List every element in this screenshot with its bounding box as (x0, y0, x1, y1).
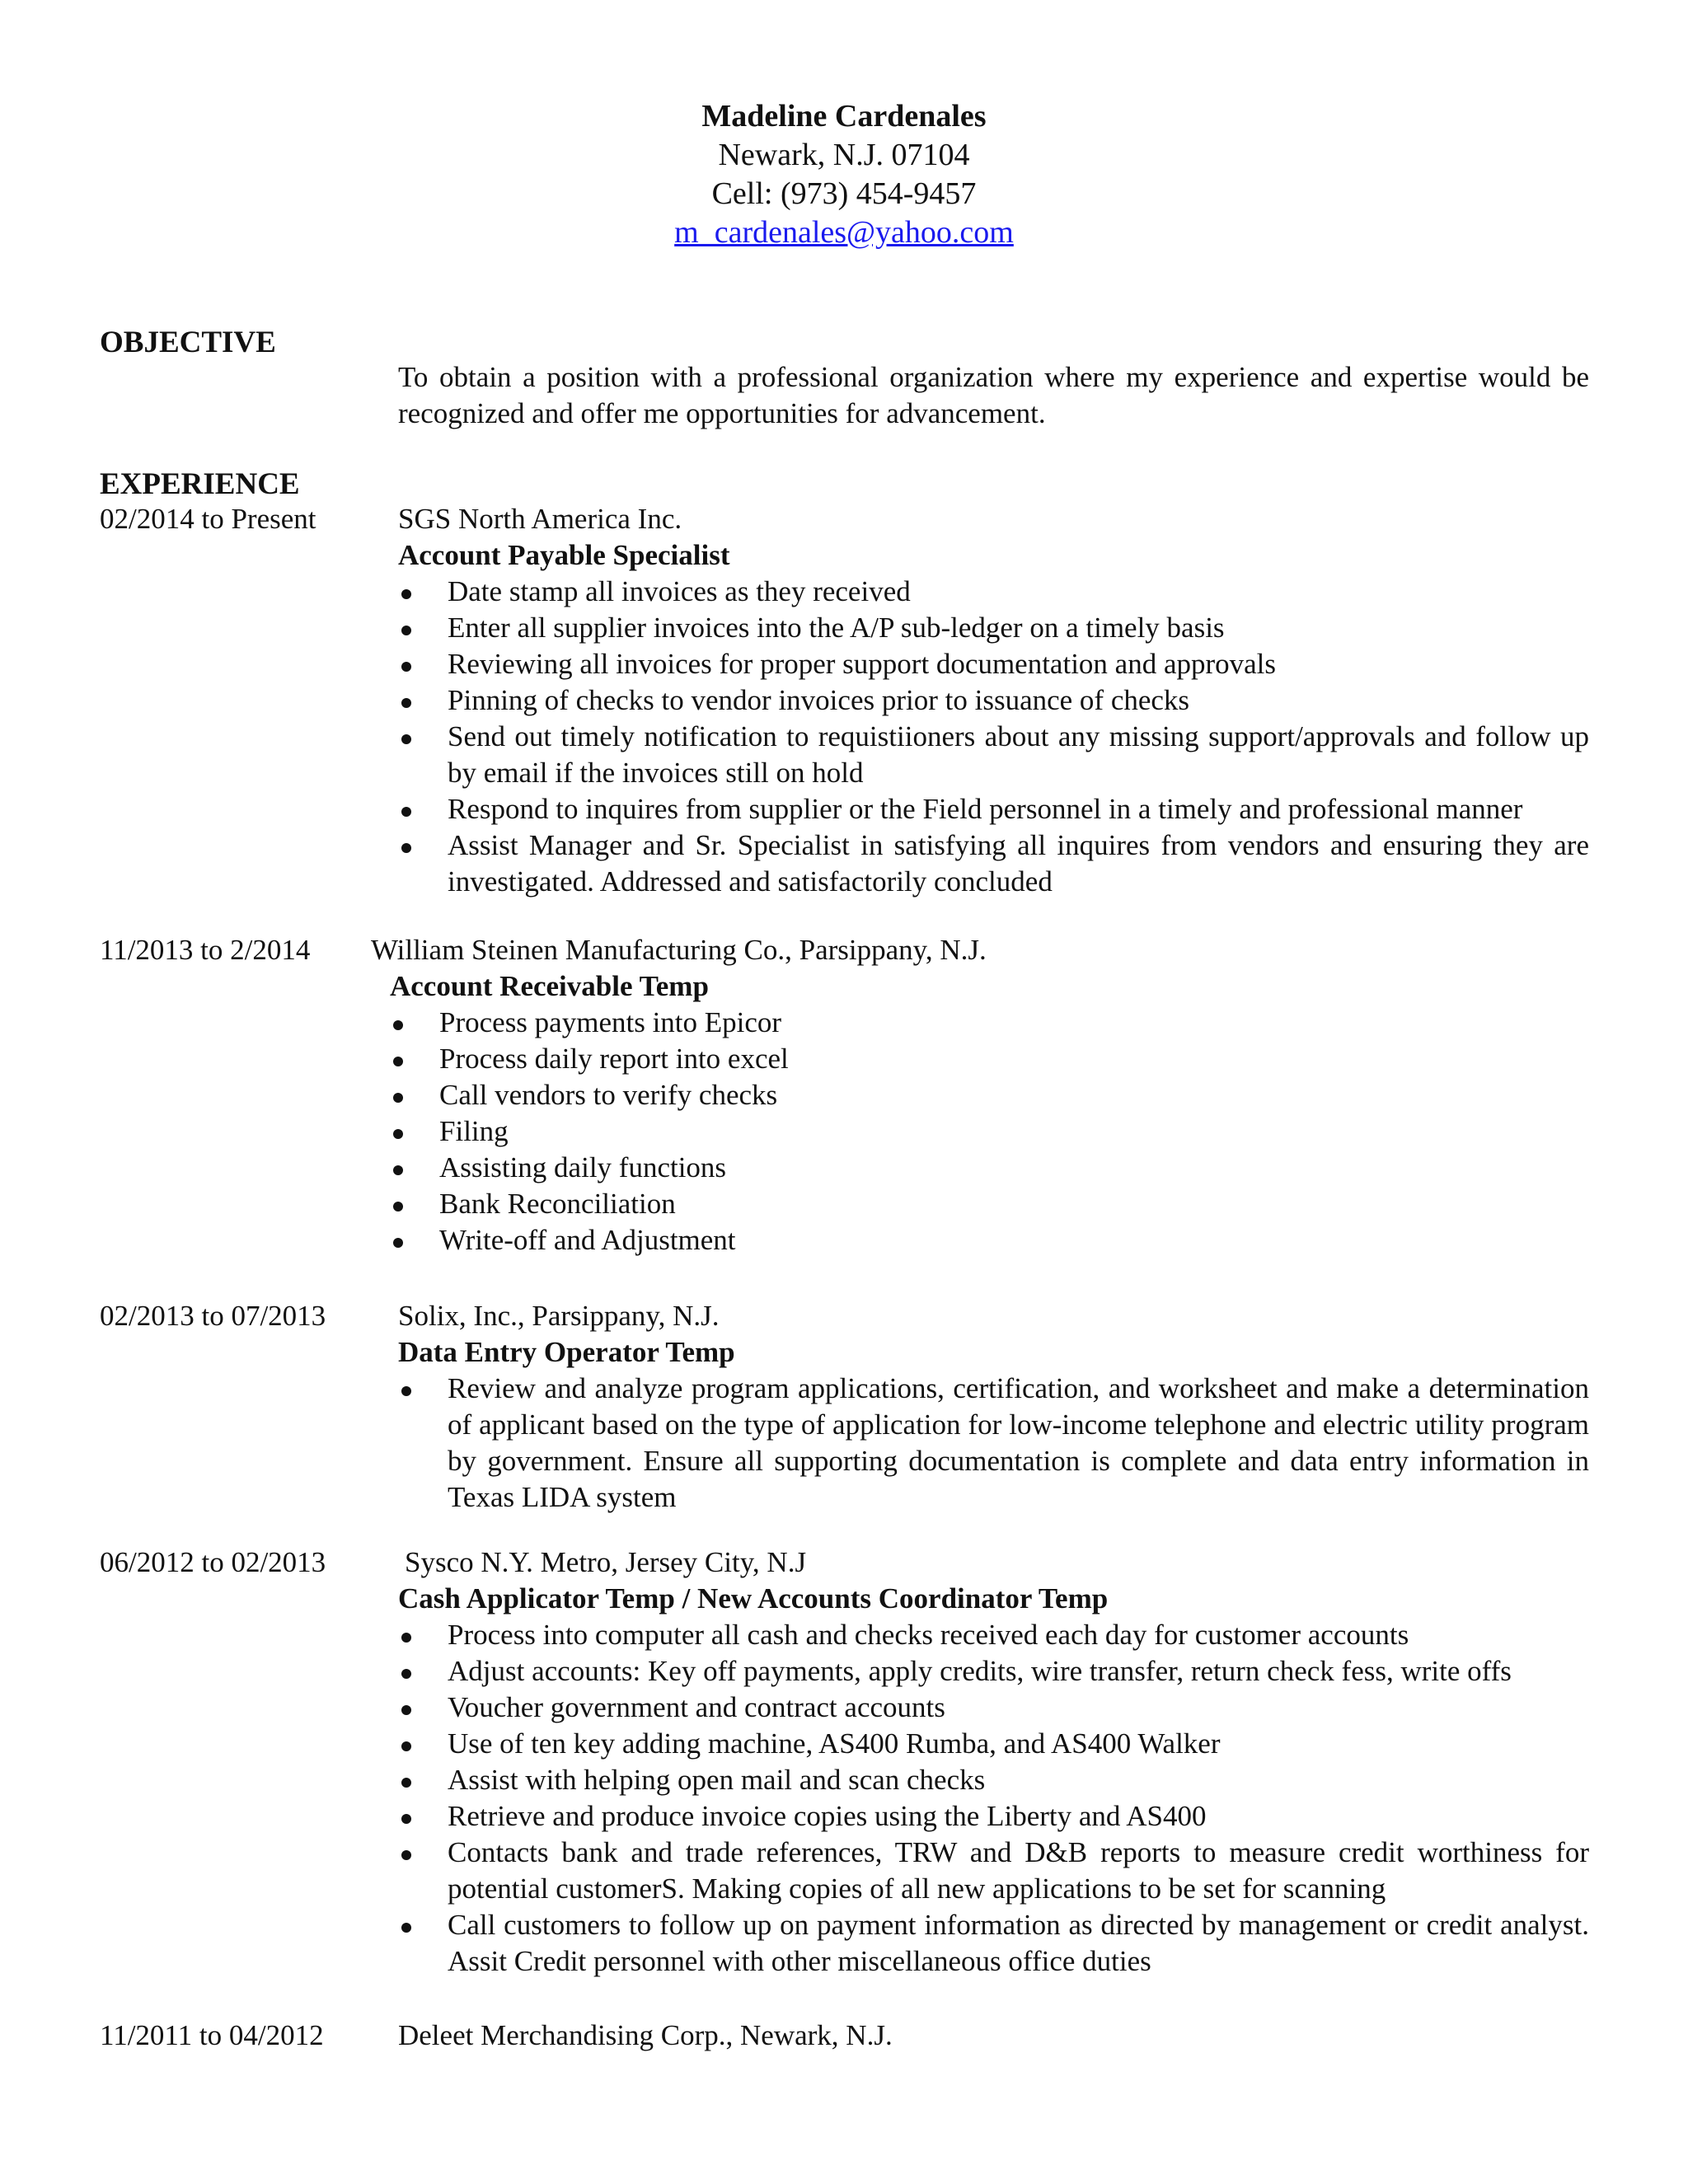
duty-text: Process into computer all cash and checks received each day for customer accounts (448, 1619, 1409, 1651)
duty-item (390, 1077, 1589, 1113)
duty-item (398, 1726, 1589, 1762)
duty-item (398, 827, 1589, 900)
candidate-email-link[interactable]: m_cardenales@yahoo.com (674, 215, 1014, 250)
bullet-icon (393, 1093, 403, 1103)
job-title: Account Receivable Temp (390, 970, 709, 1002)
bullet-icon (393, 1020, 403, 1030)
duty-item (390, 1150, 1589, 1186)
duty-item (398, 791, 1589, 827)
duty-text: Adjust accounts: Key off payments, apply credits, wire transfer, return check fess, write offs (448, 1655, 1512, 1687)
duty-text: Voucher government and contract accounts (448, 1691, 945, 1723)
job-company: Sysco N.Y. Metro, Jersey City, N.J (405, 1546, 807, 1578)
job-duties-list (398, 574, 1589, 900)
bullet-icon (401, 1386, 411, 1396)
candidate-name: Madeline Cardenales (701, 99, 987, 134)
job-dates: 02/2014 to Present (100, 503, 316, 535)
bullet-icon (401, 1705, 411, 1715)
bullet-icon (401, 1633, 411, 1643)
job-dates: 11/2011 to 04/2012 (100, 2019, 324, 2051)
duty-item (398, 1835, 1589, 1907)
job-company: Solix, Inc., Parsippany, N.J. (398, 1300, 720, 1332)
bullet-icon (401, 843, 411, 853)
job-duties-list (390, 1005, 1589, 1258)
duty-item (390, 1113, 1589, 1150)
duty-text: Bank Reconciliation (439, 1188, 676, 1220)
bullet-icon (401, 734, 411, 744)
job-company: SGS North America Inc. (398, 503, 682, 535)
objective-heading: OBJECTIVE (100, 326, 276, 359)
candidate-phone: Cell: (973) 454-9457 (711, 176, 977, 211)
bullet-icon (401, 807, 411, 817)
experience-heading: EXPERIENCE (100, 467, 300, 501)
duty-text: Process payments into Epicor (439, 1006, 782, 1038)
duty-item (398, 1907, 1589, 1980)
job-title: Data Entry Operator Temp (398, 1336, 735, 1368)
duty-text: Enter all supplier invoices into the A/P sub-ledger on a timely basis (448, 612, 1225, 644)
job-entry (371, 932, 1589, 1258)
duty-text: Write-off and Adjustment (439, 1224, 736, 1256)
duty-item (398, 682, 1589, 719)
job-duties-list (398, 1617, 1589, 1980)
duty-text: Process daily report into excel (439, 1043, 789, 1075)
duty-item (398, 610, 1589, 646)
candidate-address: Newark, N.J. 07104 (718, 138, 970, 172)
resume-header (0, 97, 1688, 252)
bullet-icon (401, 1814, 411, 1824)
duty-text: Pinning of checks to vendor invoices prior to issuance of checks (448, 684, 1190, 716)
job-entry (398, 1298, 1589, 1516)
duty-item (390, 1222, 1589, 1258)
duty-item (390, 1005, 1589, 1041)
duty-item (398, 1798, 1589, 1835)
duty-item (398, 1653, 1589, 1690)
bullet-icon (393, 1202, 403, 1212)
bullet-icon (401, 662, 411, 672)
job-title: Cash Applicator Temp / New Accounts Coordinator Temp (398, 1582, 1109, 1615)
job-company: William Steinen Manufacturing Co., Parsippany, N.J. (371, 934, 987, 966)
duty-text: Call customers to follow up on payment information as directed by management or credit analyst. Assit Credit personnel with other miscellaneous office duties (448, 1909, 1589, 1977)
bullet-icon (401, 1669, 411, 1679)
duty-item (398, 719, 1589, 791)
duty-item (398, 1617, 1589, 1653)
job-dates: 02/2013 to 07/2013 (100, 1300, 326, 1332)
duty-text: Reviewing all invoices for proper support documentation and approvals (448, 648, 1277, 680)
duty-text: Call vendors to verify checks (439, 1079, 778, 1111)
duty-text: Retrieve and produce invoice copies using the Liberty and AS400 (448, 1800, 1207, 1832)
duty-item (398, 1690, 1589, 1726)
job-entry (398, 501, 1589, 900)
job-duties-list (398, 1371, 1589, 1516)
bullet-icon (401, 1923, 411, 1933)
bullet-icon (401, 626, 411, 635)
job-entry (398, 1544, 1589, 1980)
bullet-icon (393, 1129, 403, 1139)
job-dates: 06/2012 to 02/2013 (100, 1546, 326, 1578)
duty-text: Contacts bank and trade references, TRW and D&B reports to measure credit worthiness for potential customerS. Making copies of all new applications to be set for scanning (448, 1836, 1589, 1905)
bullet-icon (401, 1850, 411, 1860)
duty-text: Assist Manager and Sr. Specialist in satisfying all inquires from vendors and ensuring they are investigated. Addressed and satisfactorily concluded (448, 829, 1589, 898)
duty-text: Filing (439, 1115, 509, 1147)
duty-text: Use of ten key adding machine, AS400 Rumba, and AS400 Walker (448, 1727, 1221, 1760)
job-company: Deleet Merchandising Corp., Newark, N.J. (398, 2019, 893, 2051)
duty-item (390, 1186, 1589, 1222)
bullet-icon (393, 1165, 403, 1175)
bullet-icon (393, 1057, 403, 1066)
duty-text: Date stamp all invoices as they received (448, 575, 911, 607)
job-entry (398, 2018, 1589, 2054)
job-title: Account Payable Specialist (398, 539, 730, 571)
objective-text: To obtain a position with a professional organization where my experience and expertise would be recognized and offer me opportunities for advancement. (398, 361, 1589, 429)
duty-text: Assist with helping open mail and scan checks (448, 1764, 986, 1796)
duty-item (398, 574, 1589, 610)
duty-item (398, 646, 1589, 682)
bullet-icon (393, 1238, 403, 1248)
job-dates: 11/2013 to 2/2014 (100, 934, 311, 966)
duty-text: Assisting daily functions (439, 1151, 727, 1183)
duty-text: Respond to inquires from supplier or the Field personnel in a timely and professional manner (448, 793, 1523, 825)
bullet-icon (401, 698, 411, 708)
duty-item (398, 1762, 1589, 1798)
bullet-icon (401, 589, 411, 599)
duty-item (390, 1041, 1589, 1077)
duty-text: Review and analyze program applications, certification, and worksheet and make a determination of applicant based on the type of application for low-income telephone and electric utility program by government. Ensure all supporting documentation is complete and data entry information in Texas LIDA system (448, 1372, 1589, 1513)
duty-text: Send out timely notification to requistiioners about any missing support/approvals and follow up by email if the invoices still on hold (448, 720, 1589, 789)
bullet-icon (401, 1741, 411, 1751)
bullet-icon (401, 1778, 411, 1788)
duty-item (398, 1371, 1589, 1516)
